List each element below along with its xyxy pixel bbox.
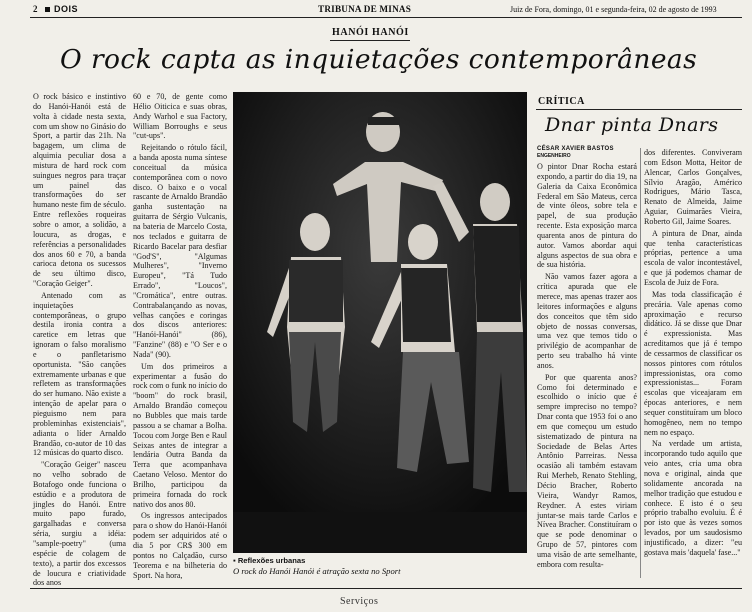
article-title: O rock capta as inquietações contemporâneas [60, 44, 698, 75]
header-rule [30, 17, 742, 18]
paragraph: dos diferentes. Conviveram com Edson Motta, Heitor de Alencar, Carlos Gonçalves, Sílvio Aragão, Américo Rodrigues, Mário Tasca, Renato de Almeida, Jaime Aguiar, Guimarães Vieira, Roberto Gil, Jaime Soares. [644, 148, 742, 226]
article-column-1 [33, 92, 126, 588]
paragraph: "Coração Geiger" nasceu no velho sobrado de Botafogo onde funciona o estúdio e a produtora de jingles do Hanói. Entre muito papo furado, gargalhadas e conversa séria, surgiu a idéia: "sample-poetry" (uma espécie de colagem de texto), a partir dos excessos de loucura e criatividade dos anos [33, 460, 126, 588]
paper-name: TRIBUNA DE MINAS [318, 4, 412, 14]
paragraph: Mas toda classificação é precária. Vale apenas como aproximação e recurso didático. Já se disse que Dnar é expressionista. Mas acreditamos que já é tempo de cessarmos de classificar os nossos pintores com rótulos impressionistas, ora como expressionistas... Foram escolas que viceajaram em épocas anteriores, e nem sequer constituíram um bloco homogêneo, nem no tempo nem no espaço. [644, 289, 742, 437]
photo-caption-label: ▪ Reflexões urbanas [233, 556, 306, 565]
sidebar-kicker: CRÍTICA [538, 96, 585, 107]
caption-label-text: Reflexões urbanas [237, 556, 306, 565]
byline: CÉSAR XAVIER BASTOS [537, 146, 614, 152]
column-divider [640, 148, 641, 578]
footer-rule [30, 588, 742, 589]
paragraph: Os ingressos antecipados para o show do Hanói-Hanói podem ser adquiridos até o dia 5 por CR$ 300 em pontos no Calçadão, curso Teorema e na bilheteria do Sport. Na hora, [133, 511, 227, 580]
section-label: DOIS [54, 4, 79, 14]
band-photo-illustration [233, 92, 527, 553]
page-number: 2 [33, 4, 38, 14]
sidebar-title: Dnar pinta Dnars [545, 114, 719, 136]
dateline: Juiz de Fora, domingo, 01 e segunda-feira, 02 de agosto de 1993 [510, 5, 717, 14]
paragraph: Por que quarenta anos? Como foi determinado e escolhido o início que é sempre impreciso no tempo? Dnar conta que 1953 foi o ano em que começou um estudo sistematizado de pintura na Sociedade de Belas Artes Antônio Parreiras. Nessa ocasião ali também estavam Rui Merheb, Renato Stehling, Décio Bracher, Roberto Vieira, Wandyr Ramos, Reydner. A estes viriam juntar-se mais tarde Carlos e Nívea Bracher. Constituíram o que se pode denominar o Grupo de 57, pintores com uma visão de arte semelhante, embora com resulta- [537, 372, 637, 569]
paragraph: Antenado com as inquietações contemporâneas, o grupo destila ironia contra a caretice em letras que ignoram o falso moralismo e o panfletarismo oportunista. "São canções extremamente urbanas e que refletem as transformações do ser humano. Não existe a intenção de apelar para o pieguismo nem para probleminhas existenciais", adianta o líder Arnaldo Brandão, co-autor de 10 das 12 músicas do quarto disco. [33, 290, 126, 458]
band-photo [233, 92, 527, 553]
kicker-underline [330, 40, 410, 41]
article-kicker: HANÓI HANÓI [332, 27, 409, 38]
photo-caption: O rock do Hanói Hanói é atração sexta no Sport [233, 566, 401, 576]
byline-role: ENGENHEIRO [537, 153, 571, 159]
sidebar-column-2 [644, 148, 742, 580]
header-bullet [45, 7, 50, 12]
sidebar-rule [536, 109, 742, 110]
paragraph: 60 e 70, de gente como Hélio Oiticica e suas obras, Andy Warhol e sua Factory, William Borroughs e seus "cut-ups". [133, 92, 227, 141]
paragraph: Rejeitando o rótulo fácil, a banda aposta numa síntese conceitual da música contemporânea com o novo disco. O baixo e o vocal rascante de Arnaldo Brandão ganha sustentação na guitarra de Sérgio Vulcanis, na bateria de Marcelo Costa, nos teclados e guitarra de Ricardo Bacelar para desfiar "God'S", "Algumas Mulheres", "Inverno Europeu", "Tá Tudo Errado", "Loucos", "Cromática", entre outras. Contrabalançando as novas, velhas canções e coringas dos discos anteriores: "Hanói-Hanói" (86), "Fanzine" (88) e "O Ser e o Nada" (90). [133, 143, 227, 359]
footer-cutoff-heading: Serviços [340, 596, 379, 607]
paragraph: A pintura de Dnar, ainda que tenha características próprias, pertence a uma escola de valor incontestável, e que já podemos chamar de Escola de Juiz de Fora. [644, 228, 742, 287]
sidebar-column-1 [537, 162, 637, 582]
article-column-2 [133, 92, 227, 580]
paragraph: Não vamos fazer agora a crítica apurada que ele merece, mas apenas trazer aos leitores informações e alguns dos conceitos que têm sido objeto de nossas conversas, uma vez que temos tido o privilégio de acompanhar de perto seu trabalho há vinte anos. [537, 272, 637, 370]
paragraph: O pintor Dnar Rocha estará expondo, a partir do dia 19, na Galeria da Caixa Econômica Federal em São Mateus, cerca de vinte óleos, sobre tela e papel, de sua produção recente. Esta exposição marca quarenta anos de pintura do autor. Vamos abordar aqui alguns aspectos de sua obra e de sua história. [537, 162, 637, 270]
paragraph: O rock básico e instintivo do Hanói-Hanói está de volta à cidade nesta sexta, com um show no Ginásio do Sport, a partir das 21h. Na bagagem, um clima de alquimia peculiar dosa a mistura de hard rock com suingues negros para traçar um painel das transformações do ser humano neste fim de século. Entre reflexões roqueiras sobre o amor, a solidão, a loucura, as drogas, e referências a personalidades dos anos 60 e 70, a banda carioca detona os sucessos de seu último disco, "Coração Geiger". [33, 92, 126, 289]
paragraph: Na verdade um artista, incorporando tudo aquilo que veio antes, cria uma obra nova e original, ainda que solidamente ancorada na melhor tradição que estudou e conhece. E isto é o seu próprio trabalho evoluiu. É é por isto que às vezes somos levados, por um saudosismo injustificado, a dizer: "eu gostava mais 'daquela' fase..." [644, 439, 742, 557]
paragraph: Um dos primeiros a experimentar a fusão do rock com o funk no início do "boom" do rock brasil, Arnaldo Brandão começou no Bubbles que mais tarde passou a se chamar a Bolha. Tocou com Jorge Ben e Raul Seixas antes de integrar a lendária Outra Banda da Terra que acompanhava Caetano Veloso. Mentor do Brilho, participou da primeira fornada do rock nativo dos anos 80. [133, 361, 227, 509]
